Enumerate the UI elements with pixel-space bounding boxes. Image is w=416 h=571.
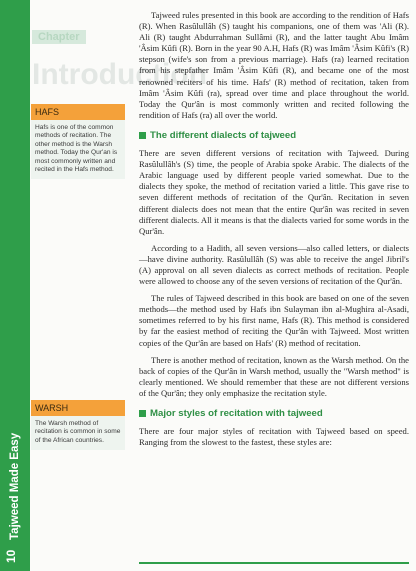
sidebar-box-title: HAFS	[31, 104, 125, 120]
section-heading-styles	[139, 408, 409, 419]
sidebar-box-text: Hafs is one of the common methods of recitation. The other method is the Warsh method. Today the Qur'an is most commonly written and recited in the Hafs method.	[31, 120, 125, 179]
ghost-chapter-header	[30, 10, 207, 100]
sidebar-box-title: WARSH	[31, 400, 125, 416]
body-paragraph: The rules of Tajweed described in this book are based on one of the seven methods—the method used by Hafs ibn Sulayman ibn al-Mughira al-Asadi, sometimes referred to by his first name, Hafs (R). This method is considered by far the easiest method of reciting the Qur'ân with Tajweed. Most written copies of the Qur'ân are based on Hafs' (R) method of recitation.	[139, 293, 409, 348]
body-paragraph: According to a Hadith, all seven versions—also called letters, or dialects—have divine authority. Rasûlullâh (S) was able to receive the angel Jibril's (A) approval on all seven dialects as correct methods of recitation. People were allowed to choose any of the seven versions of recitation of the Qur'ân.	[139, 242, 409, 287]
body-paragraph: There is another method of recitation, known as the Warsh method. On the back of copies of the Qur'ân in Warsh method, usually the "Warsh method" is clearly mentioned. We should remember that these are not different versions of the Qur'ân; they only emphasize the recitation style.	[139, 354, 409, 398]
intro-paragraph: Tajweed rules presented in this book are according to the rendition of Hafs (R). When Rasûlullâh (S) taught his companions, one of them was 'Ali (R). Ali (R) taught Abdurrahman Sullâmi (R), and the latter taught Abu Imâm 'Âsim Kûfi (R). Born in the year 90 A.H, Hafs (R) was Imâm 'Âsim Kûfi's (R) stepson (wife's son from a previous marriage). Hafs (ra) learned recitation from his stepfather Imâm 'Âsim Kûfi (R), and became one of the most renowned reciters of his time. Hafs' (R) method of recitation, taken from Imâm 'Âsim Kûfi (ra), spread over time and place throughout the world. Today the Qur'ân is most commonly written and recited following the rendition of Hafs (ra) all over the world.	[139, 10, 409, 120]
section-heading-dialects	[139, 130, 409, 141]
square-bullet-icon	[139, 410, 146, 417]
page-number: 10	[4, 549, 18, 563]
ghost-chapter-tag: Chapter	[32, 30, 86, 44]
sidebar-box-warsh	[31, 400, 125, 450]
ghost-chapter-title: Introduction	[32, 58, 207, 91]
sidebar-box-text: The Warsh method of recitation is common in some of the African countries.	[31, 416, 125, 450]
square-bullet-icon	[139, 132, 146, 139]
body-paragraph: There are seven different versions of recitation with Tajweed. During Rasûlullâh's (S) time, the people of Arabia spoke Arabic. The dialects of the Arabic language used by different people varied somewhat. Due to the dialects they spoke, the method of recitation varied a little. This gave rise to seven different methods of recitation of the Qur'ân. Recitation in seven different dialects does not mean that the entire Qur'ân was recited in seven different dialects. All it means is that the dialects varied for some words in the Qur'ân.	[139, 148, 409, 236]
running-book-title: Tajweed Made Easy	[9, 432, 21, 540]
main-text-column	[139, 10, 409, 454]
section-heading-text: Major styles of recitation with tajweed	[150, 408, 323, 419]
bottom-rule	[139, 562, 409, 564]
sidebar-box-hafs	[31, 104, 125, 179]
section-heading-text: The different dialects of tajweed	[150, 129, 297, 141]
body-paragraph: There are four major styles of recitation with Tajweed based on speed. Ranging from the slowest to the fastest, these styles are:	[139, 426, 409, 448]
